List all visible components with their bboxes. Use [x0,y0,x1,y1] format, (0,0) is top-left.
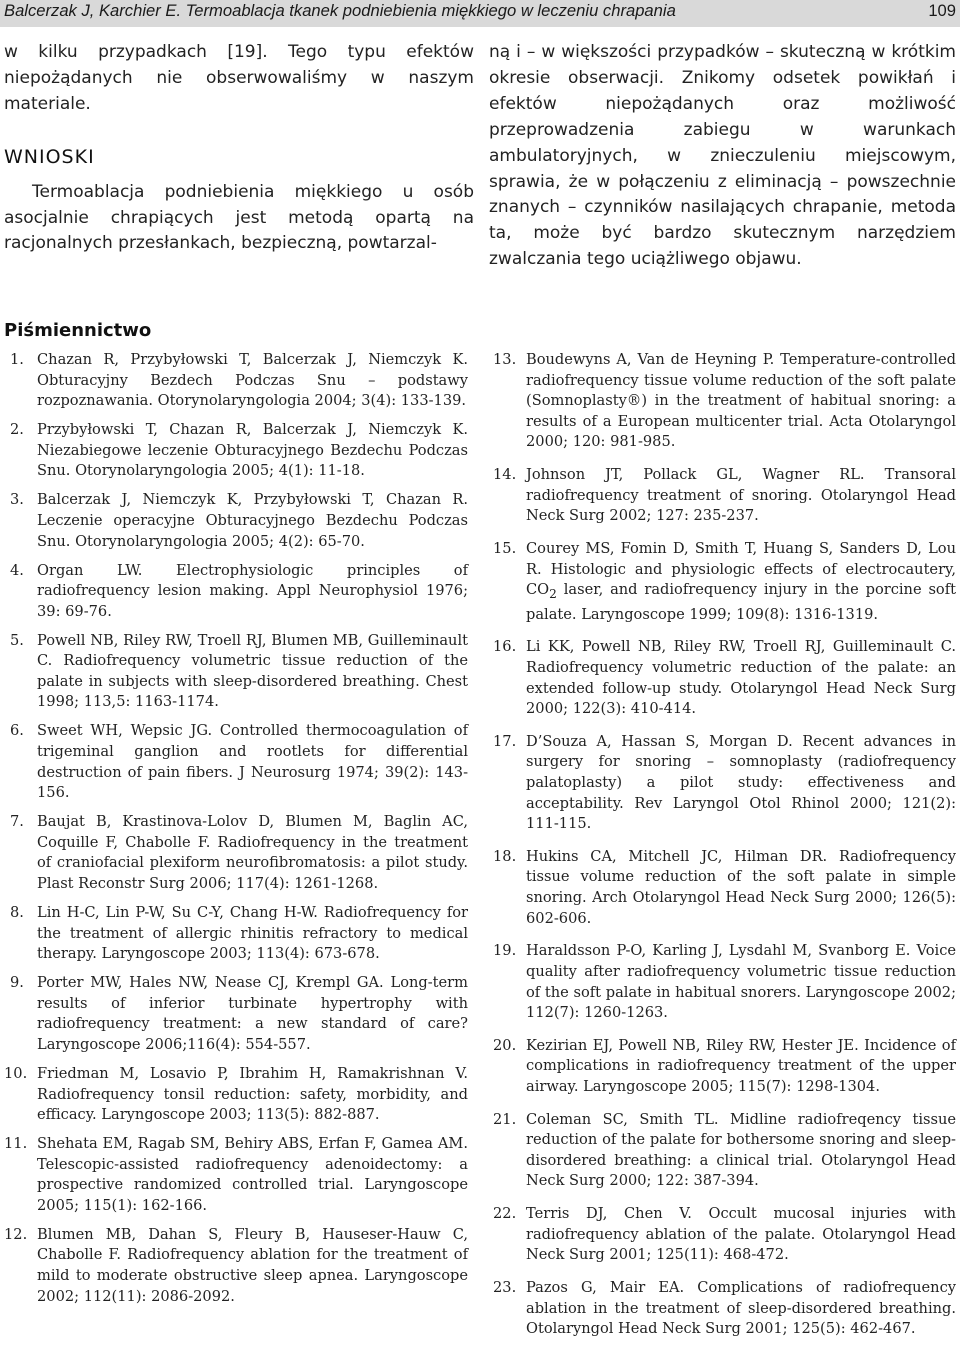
reference-text: Pazos G, Mair EA. Complications of radiofrequency ablation in the treatment of sleep-disordered breathing. Otolaryngol Head Neck Surg 2001; 125(5): 462-467. [526,1279,956,1338]
reference-item [4,561,468,623]
running-header [0,0,960,27]
reference-number: 2. [10,421,24,439]
reference-number: 5. [10,631,24,649]
reference-item [4,721,468,803]
reference-text: Balcerzak J, Niemczyk K, Przybyłowski T, Chazan R. Leczenie operacyjne Obturacyjnego Bezdechu Podczas Snu. Otorynolaryngologia 2005; 4(2): 65-70. [37,491,468,550]
reference-text: Friedman M, Losavio P, Ibrahim H, Ramakrishnan V. Radiofrequency tonsil reduction: safety, morbidity, and efficacy. Laryngoscope 2003; 113(5): 882-887. [37,1064,468,1124]
reference-number: 21. [493,1110,517,1128]
reference-item [4,973,468,1055]
reference-number: 6. [10,722,24,740]
reference-text: Terris DJ, Chen V. Occult mucosal injuries with radiofrequency ablation of the palate. Otolaryngol Head Neck Surg 2001; 125(11): 468-472. [526,1205,956,1264]
reference-text: Johnson JT, Pollack GL, Wagner RL. Transoral radiofrequency treatment of snoring. Otolaryngol Head Neck Surg 2002; 127: 235-237. [526,466,956,525]
reference-item [4,490,468,552]
body-right-text: ną i – w większości przypadków – skuteczną w krótkim okresie obserwacji. Znikomy odsetek powikłań i efektów niepożądanych oraz możliwość przeprowadzenia zabiegu w warunkach ambulatoryjnych, w znieczuleniu miejscowym, sprawia, że w połączeniu z eliminacją – powszechnie znanych – czynników nasilających chrapanie, metoda ta, może być bardzo skutecznym narzędziem zwalczania tego uciążliwego objawu. [489,42,956,270]
reference-item [493,1036,956,1098]
reference-item [493,1110,956,1192]
reference-text: Przybyłowski T, Chazan R, Balcerzak J, Niemczyk K. Niezabiegowe leczenie Obturacyjnego Bezdechu Podczas Snu. Otorynolaryngologia 2005; 4(1): 11-18. [37,421,468,480]
reference-number: 22. [493,1205,517,1223]
reference-text: Organ LW. Electrophysiologic principles of radiofrequency lesion making. Appl Neurophysiol 1976; 39: 69-76. [37,561,468,620]
reference-text: Sweet WH, Wepsic JG. Controlled thermocoagulation of trigeminal ganglion and rootlets for differential destruction of pain fibers. J Neurosurg 1974; 39(2): 143-156. [37,722,468,802]
reference-item [493,465,956,527]
reference-text: Lin H-C, Lin P-W, Su C-Y, Chang H-W. Radiofrequency for the treatment of allergic rhinitis refractory to medical therapy. Laryngoscope 2003; 113(4): 673-678. [37,903,468,963]
reference-text: Porter MW, Hales NW, Nease CJ, Krempl GA. Long-term results of inferior turbinate hypertrophy with radiofrequency treatment: a new standard of care? Laryngoscope 2006;116(4): 554-557. [37,974,468,1053]
references-heading: Piśmiennictwo [4,320,152,341]
reference-number: 3. [10,491,24,509]
reference-item [4,1134,468,1216]
reference-item [493,732,956,835]
reference-number: 15. [493,539,517,557]
reference-item [4,1064,468,1126]
reference-item [4,420,468,482]
reference-number: 13. [493,351,517,368]
reference-number: 14. [493,466,517,484]
reference-number: 12. [4,1225,28,1243]
body-right-column [489,40,956,273]
reference-item [4,350,468,412]
reference-item [493,1204,956,1266]
reference-number: 18. [493,847,517,865]
reference-item [493,539,956,625]
reference-number: 23. [493,1279,517,1296]
reference-text: Hukins CA, Mitchell JC, Hilman DR. Radiofrequency tissue volume reduction of the soft palate in simple snoring. Arch Otolaryngol Head Neck Surg 2000; 126(5): 602-606. [526,847,956,927]
reference-item [4,812,468,894]
references-right-column [493,350,956,1352]
reference-number: 17. [493,732,517,750]
reference-number: 11. [4,1135,28,1153]
references-left-column [4,350,468,1316]
running-header-title: Balcerzak J, Karchier E. Termoablacja tkanek podniebienia miękkiego w leczeniu chrapania [4,1,676,20]
reference-item [493,637,956,719]
reference-item [4,631,468,713]
reference-number: 1. [10,351,24,368]
reference-text: Chazan R, Przybyłowski T, Balcerzak J, Niemczyk K. Obturacyjny Bezdech Podczas Snu – podstawy rozpoznawania. Otorynolaryngologia 2004; 3(4): 133-139. [37,351,468,410]
reference-text: Powell NB, Riley RW, Troell RJ, Blumen MB, Guilleminault C. Radiofrequency volumetric tissue reduction of the palate in subjects with sleep-disordered breathing. Chest 1998; 113,5: 1163-1174. [37,631,468,711]
reference-item [493,847,956,929]
reference-number: 16. [493,638,517,656]
reference-text: Kezirian EJ, Powell NB, Riley RW, Hester JE. Incidence of complications in radiofrequency treatment of the upper airway. Laryngoscope 2005; 115(7): 1298-1304. [526,1036,956,1095]
reference-item [493,941,956,1023]
body-left-intro: w kilku przypadkach [19]. Tego typu efektów niepożądanych nie obserwowaliśmy w naszym materiale. [4,42,474,114]
conclusions-heading: WNIOSKI [4,145,95,168]
reference-text: Shehata EM, Ragab SM, Behiry ABS, Erfan F, Gamea AM. Telescopic-assisted radiofrequency adenoidectomy: a prospective randomized controlled trial. Laryngoscope 2005; 115(1): 162-166. [37,1135,468,1214]
reference-number: 20. [493,1036,517,1054]
reference-number: 19. [493,942,517,960]
reference-item [4,903,468,965]
reference-text: Haraldsson P-O, Karling J, Lysdahl M, Svanborg E. Voice quality after radiofrequency volumetric tissue reduction of the soft palate in habitual snorers. Laryngoscope 2002; 112(7): 1260-1263. [526,942,956,1022]
reference-text: Courey MS, Fomin D, Smith T, Huang S, Sanders D, Lou R. Histologic and physiologic effects of electrocautery, CO [526,539,956,599]
page-number: 109 [928,1,956,20]
reference-text: Baujat B, Krastinova-Lolov D, Blumen M, Baglin AC, Coquille F, Chabolle F. Radiofrequency in the treatment of craniofacial plexiform neurofibromatosis: a pilot study. Plast Reconstr Surg 2006; 117(4): 1261-1268. [37,813,468,892]
reference-number: 9. [10,974,24,992]
reference-number: 8. [10,903,24,921]
reference-text: Li KK, Powell NB, Riley RW, Troell RJ, Guilleminault C. Radiofrequency volumetric reduction of the palate: an extended follow-up study. Otolaryngol Head Neck Surg 2000; 122(3): 410-414. [526,638,956,718]
reference-text: Coleman SC, Smith TL. Midline radiofreqency tissue reduction of the palate for bothersome snoring and sleep-disordered breathing: a clinical trial. Otolaryngol Head Neck Surg 2000; 122: 387-394. [526,1110,956,1190]
reference-text: Blumen MB, Dahan S, Fleury B, Hauseser-Hauw C, Chabolle F. Radiofrequency ablation for the treatment of mild to moderate obstructive sleep apnea. Laryngoscope 2002; 112(11): 2086-2092. [37,1225,468,1305]
reference-text: laser, and radiofrequency injury in the porcine soft palate. Laryngoscope 1999; 109(8): 1316-1319. [526,581,956,623]
reference-subscript: 2 [549,587,557,602]
reference-number: 10. [4,1064,28,1082]
reference-text: D’Souza A, Hassan S, Morgan D. Recent advances in surgery for snoring – somnoplasty (radiofrequency palatoplasty) a pilot study: effectiveness and acceptability. Rev Laryngol Otol Rhinol 2000; 121(2): 111-115. [526,732,956,833]
body-left-column [4,40,474,257]
reference-text: Boudewyns A, Van de Heyning P. Temperature-controlled radiofrequency tissue volume reduction of the soft palate (Somnoplasty®) in the treatment of habitual snoring: a results of a European multicenter trial. Acta Otolaryngol 2000; 120: 981-985. [526,351,956,451]
reference-item [493,1278,956,1340]
reference-item [493,350,956,453]
reference-item [4,1225,468,1307]
reference-number: 4. [10,561,24,579]
reference-number: 7. [10,813,24,831]
body-left-conclusions: Termoablacja podniebienia miękkiego u osób asocjalnie chrapiących jest metodą opartą na racjonalnych przesłankach, bezpieczną, powtarzal- [4,181,474,254]
